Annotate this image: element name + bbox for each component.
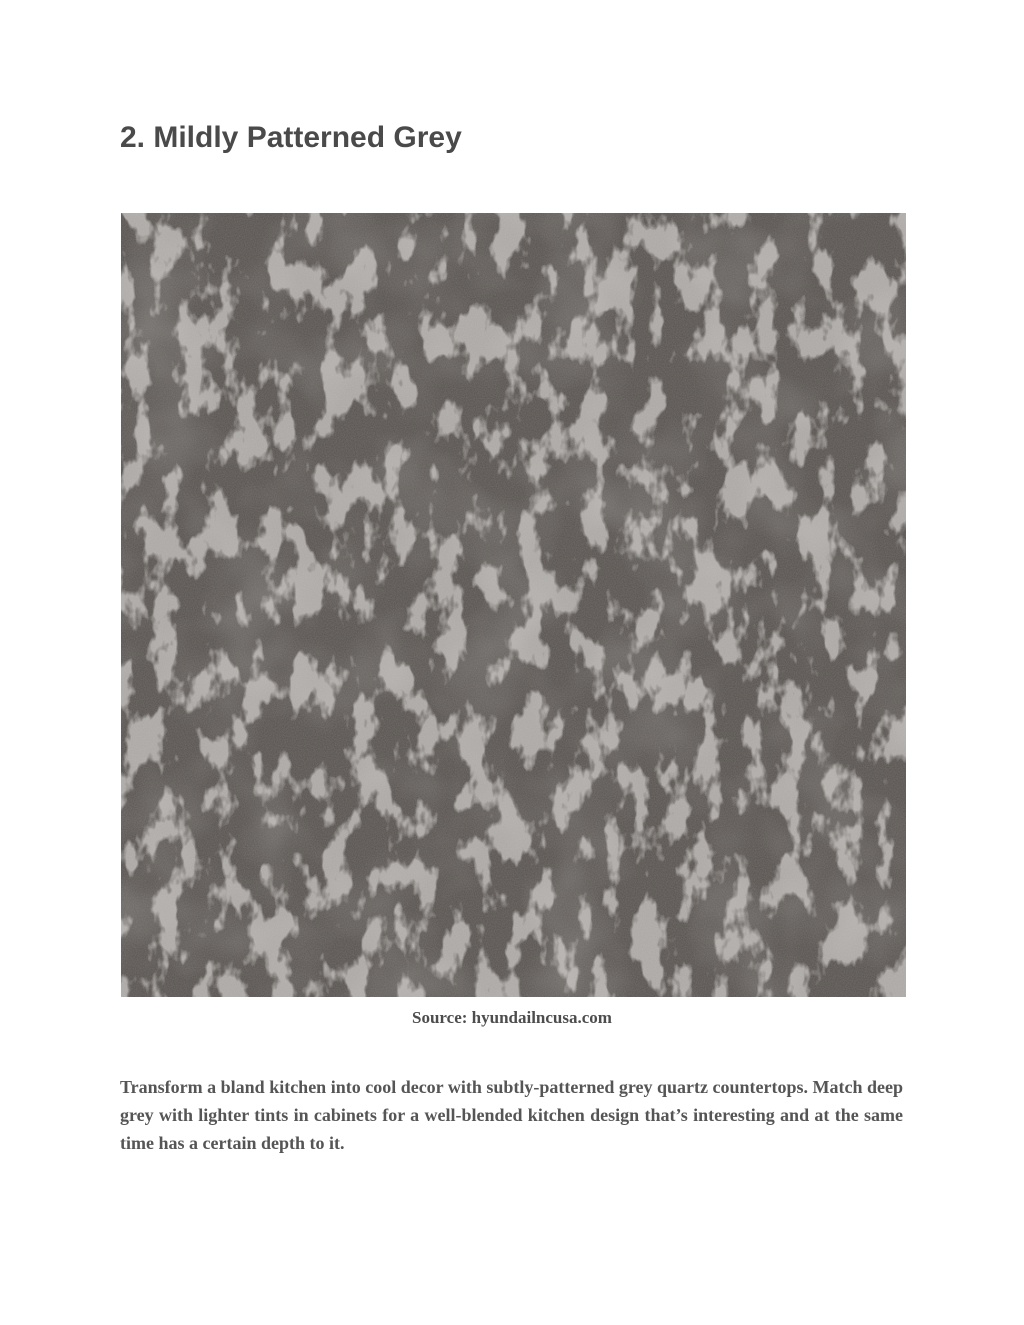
quartz-texture-image <box>121 213 906 997</box>
description-paragraph: Transform a bland kitchen into cool decor with subtly-patterned grey quartz countertops. Match deep grey with lighter tints in cabinets for a well-blended kitchen design that’s interesting and at the same time has a certain depth to it. <box>120 1077 903 1153</box>
image-source-caption: Source: hyundailncusa.com <box>412 1008 612 1027</box>
section-heading: 2. Mildly Patterned Grey <box>120 121 462 154</box>
